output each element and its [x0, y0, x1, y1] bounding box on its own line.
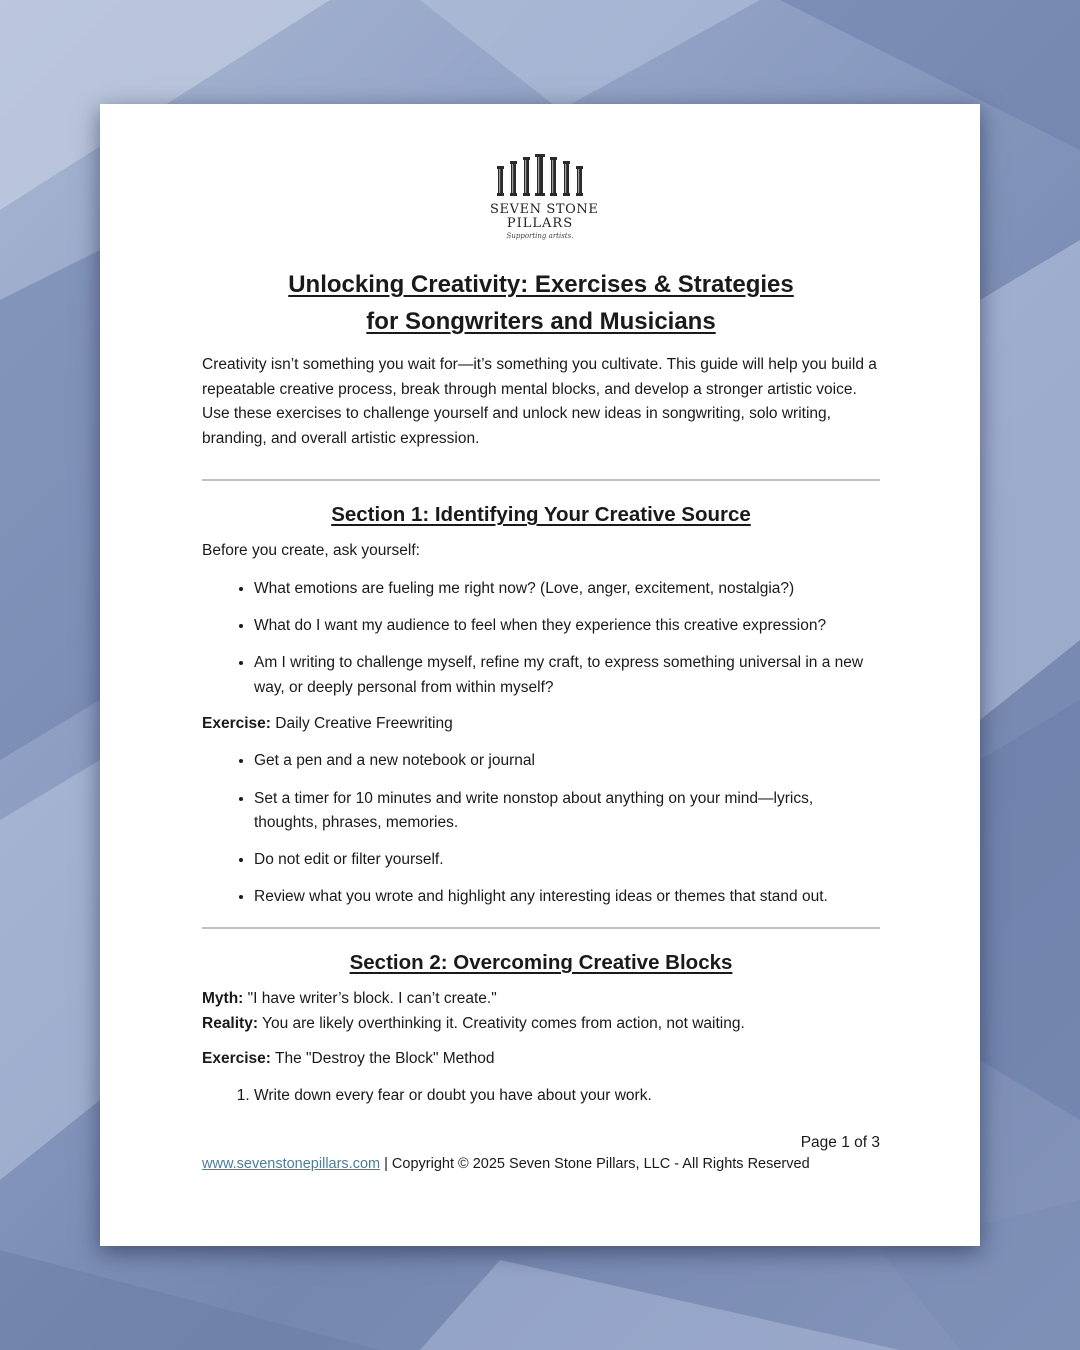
- document-page: [100, 104, 980, 1246]
- list-item: • What emotions are fueling me right now? (Love, anger, excitement, nostalgia?): [254, 576, 880, 602]
- list-item: • Set a timer for 10 minutes and write nonstop about anything on your mind—lyrics, thoughts, phrases, memories.: [254, 786, 880, 836]
- destroy-block-steps: [202, 1084, 880, 1109]
- list-item: • Review what you wrote and highlight any interesting ideas or themes that stand out.: [254, 884, 880, 910]
- copyright-text: | Copyright © 2025 Seven Stone Pillars, LLC - All Rights Reserved: [380, 1156, 810, 1172]
- logo-tagline: Supporting artists.: [506, 232, 574, 240]
- myth-text: "I have writer’s block. I can’t create.": [247, 989, 497, 1007]
- exercise-name: The "Destroy the Block" Method: [274, 1050, 495, 1068]
- pillars-icon: [492, 154, 588, 200]
- exercise-name: Daily Creative Freewriting: [275, 714, 453, 732]
- list-item: 1. Write down every fear or doubt you have about your work.: [254, 1084, 880, 1109]
- page-number: Page 1 of 3: [800, 1134, 880, 1151]
- section1-heading: Section 1: Identifying Your Creative Source: [331, 503, 751, 527]
- section-divider: [202, 927, 880, 929]
- myth-reality: [202, 987, 880, 1036]
- title-line2: for Songwriters and Musicians: [366, 308, 716, 335]
- section1-exercise: [202, 712, 880, 737]
- logo-text-line2: PILLARS: [506, 216, 574, 231]
- list-item: • What do I want my audience to feel when they experience this creative expression?: [254, 613, 880, 639]
- reality-text: You are likely overthinking it. Creativity comes from action, not waiting.: [262, 1014, 745, 1032]
- question-list: [202, 576, 880, 700]
- website-link[interactable]: www.sevenstonepillars.com: [202, 1156, 381, 1172]
- exercise-label: Exercise:: [202, 1050, 271, 1068]
- footer: [202, 1156, 810, 1172]
- reality-label: Reality:: [202, 1014, 258, 1032]
- exercise-label: Exercise:: [202, 714, 271, 732]
- list-item: • Get a pen and a new notebook or journal: [254, 748, 880, 774]
- freewriting-steps: [202, 748, 880, 909]
- logo-text-line1: SEVEN STONE: [490, 202, 599, 217]
- company-logo: [490, 154, 599, 252]
- section-divider: [202, 479, 880, 481]
- document-content: [202, 266, 880, 1120]
- section1-lead: Before you create, ask yourself:: [202, 542, 420, 560]
- myth-label: Myth:: [202, 989, 244, 1007]
- title-line1: Unlocking Creativity: Exercises & Strategies: [288, 271, 794, 298]
- list-item: • Do not edit or filter yourself.: [254, 847, 880, 873]
- list-item: • Am I writing to challenge myself, refine my craft, to express something universal in a new way, or deeply personal from within myself?: [254, 650, 880, 700]
- document-title: [202, 266, 880, 340]
- section2-exercise: [202, 1047, 880, 1072]
- intro-paragraph: Creativity isn’t something you wait for—it’s something you cultivate. This guide will help you build a repeatable creative process, break through mental blocks, and develop a stronger artistic voice. Use these exercises to challenge yourself and unlock new ideas in songwriting, solo writing, branding, and overall artistic expression.: [202, 356, 877, 447]
- section2-heading: Section 2: Overcoming Creative Blocks: [349, 950, 733, 974]
